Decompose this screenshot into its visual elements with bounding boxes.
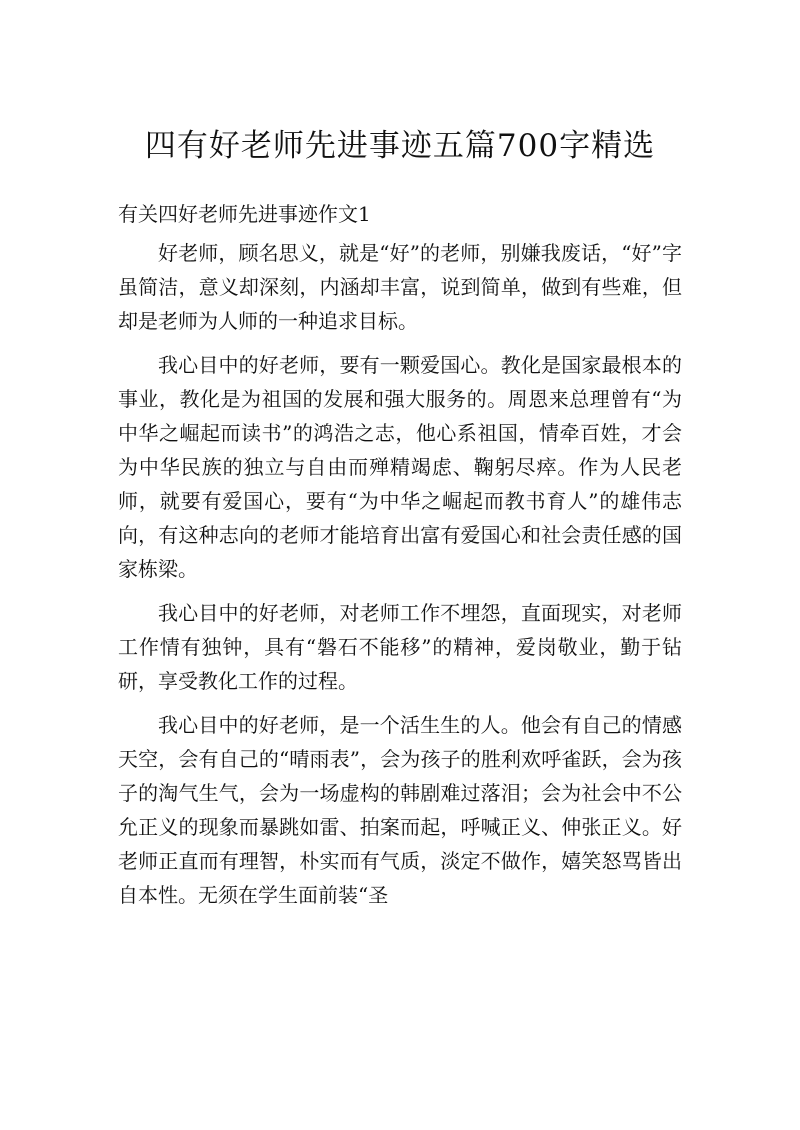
paragraph-2: 我心目中的好老师，要有一颗爱国心。教化是国家最根本的事业，教化是为祖国的发展和强大服务的。周恩来总理曾有“为中华之崛起而读书”的鸿浩之志，他心系祖国，情牵百姓，才会为中华民族的独立与自由而殚精竭虑、鞠躬尽瘁。作为人民老师，就要有爱国心，要有“为中华之崛起而教书育人”的雄伟志向，有这种志向的老师才能培育出富有爱国心和社会责任感的国家栋梁。 bbox=[118, 353, 682, 581]
document-body bbox=[118, 236, 682, 922]
document-title: 四有好老师先进事迹五篇700字精选 bbox=[144, 128, 656, 164]
paragraph-4: 我心目中的好老师，是一个活生生的人。他会有自己的情感天空，会有自己的“晴雨表”，会为孩子的胜利欢呼雀跃，会为孩子的淘气生气，会为一场虚构的韩剧难过落泪；会为社会中不公允正义的现象而暴跳如雷、拍案而起，呼喊正义、伸张正义。好老师正直而有理智，朴实而有气质，淡定不做作，嬉笑怒骂皆出自本性。无须在学生面前装“圣 bbox=[118, 713, 682, 907]
section-heading: 有关四好老师先进事迹作文1 bbox=[118, 202, 371, 226]
paragraph-3: 我心目中的好老师，对老师工作不埋怨，直面现实，对老师工作情有独钟，具有“磐石不能移”的精神，爱岗敬业，勤于钻研，享受教化工作的过程。 bbox=[118, 601, 682, 693]
paragraph-1: 好老师，顾名思义，就是“好”的老师，别嫌我废话，“好”字虽简洁，意义却深刻，内涵却丰富，说到简单，做到有些难，但却是老师为人师的一种追求目标。 bbox=[118, 241, 682, 333]
